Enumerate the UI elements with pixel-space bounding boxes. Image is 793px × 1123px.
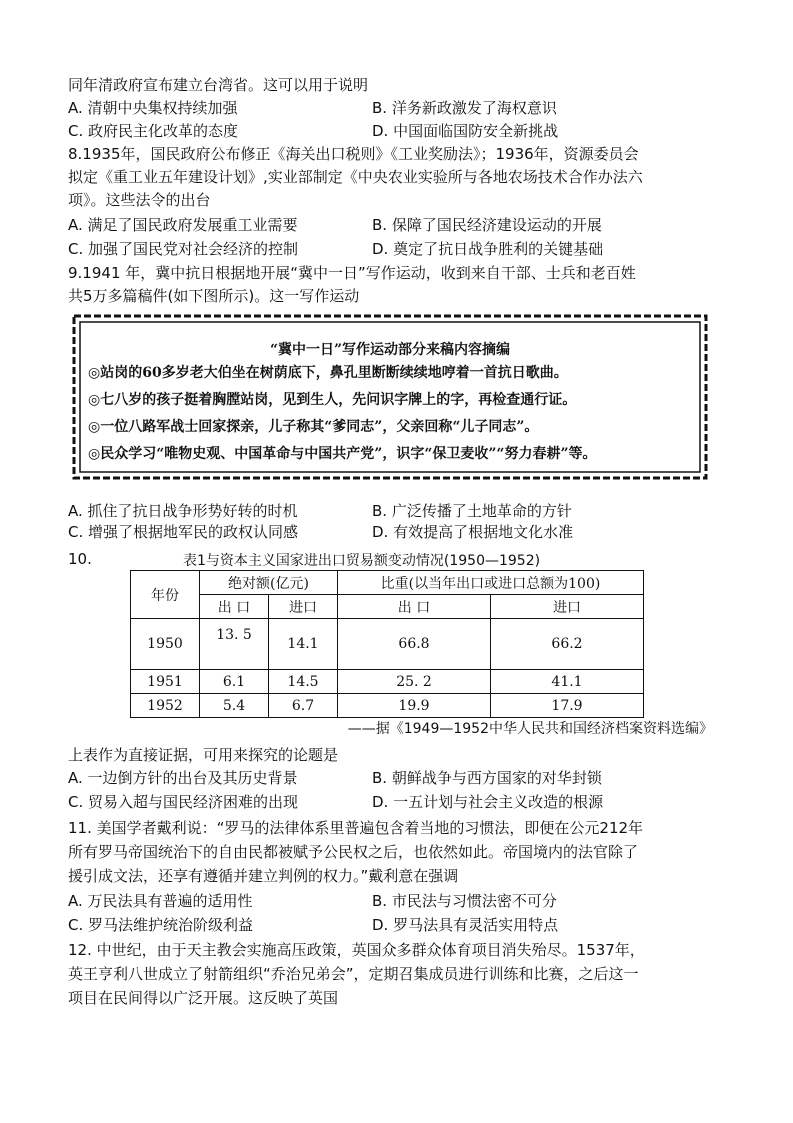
q7-option-c[interactable]: C. 政府民主化改革的态度	[68, 122, 239, 140]
cell-share-import: 41.1	[491, 670, 644, 694]
table-source: ——据《1949—1952中华人民共和国经济档案资料选编》	[347, 721, 713, 737]
header-abs-import: 进口	[269, 595, 338, 619]
q8-stem-line1: 8.1935年，国民政府公布修正《海关出口税则》《工业奖励法》；1936年，资源委员会	[68, 145, 639, 163]
cell-year: 1952	[131, 694, 200, 718]
q9-stem-line2: 共5万多篇稿件(如下图所示)。这一写作运动	[68, 287, 360, 305]
q9-stem-line1: 9.1941 年，冀中抗日根据地开展“冀中一日”写作运动，收到来自干部、士兵和老百姓	[68, 264, 636, 282]
header-share-import: 进口	[491, 595, 644, 619]
q10-option-c[interactable]: C. 贸易入超与国民经济困难的出现	[68, 793, 299, 811]
table-row	[131, 694, 644, 718]
header-abs-export: 出 口	[200, 595, 269, 619]
q9-option-c[interactable]: C. 增强了根据地军民的政权认同感	[68, 523, 299, 541]
cell-abs-import: 14.5	[269, 670, 338, 694]
excerpt-line-2: ◎七八岁的孩子挺着胸膛站岗，见到生人，先问识字牌上的字，再检查通行证。	[88, 392, 577, 408]
q9-option-b[interactable]: B. 广泛传播了土地革命的方针	[372, 502, 572, 520]
q10-stem: 上表作为直接证据，可用来探究的论题是	[68, 746, 339, 764]
cell-abs-export: 13. 5	[200, 619, 269, 670]
table-row	[131, 619, 644, 670]
q12-stem-line3: 项目在民间得以广泛开展。这反映了英国	[68, 989, 339, 1007]
table-row	[131, 670, 644, 694]
q8-option-b[interactable]: B. 保障了国民经济建设运动的开展	[372, 216, 602, 234]
q9-option-d[interactable]: D. 有效提高了根据地文化水准	[372, 523, 574, 541]
q10-number: 10.	[68, 550, 92, 568]
cell-share-export: 66.8	[338, 619, 491, 670]
cell-share-import: 17.9	[491, 694, 644, 718]
q8-option-c[interactable]: C. 加强了国民党对社会经济的控制	[68, 240, 299, 258]
q11-stem-line1: 11. 美国学者戴利说：“罗马的法律体系里普遍包含着当地的习惯法，即便在公元212年	[68, 819, 644, 837]
q11-stem-line2: 所有罗马帝国统治下的自由民都被赋予公民权之后，也依然如此。帝国境内的法官除了	[68, 843, 639, 861]
q10-option-d[interactable]: D. 一五计划与社会主义改造的根源	[372, 793, 604, 811]
q10-option-a[interactable]: A. 一边倒方针的出台及其历史背景	[68, 769, 298, 787]
excerpt-line-3: ◎一位八路军战士回家探亲，儿子称其“爹同志”，父亲回称“儿子同志”。	[88, 419, 539, 435]
cell-share-export: 25. 2	[338, 670, 491, 694]
q8-option-d[interactable]: D. 奠定了抗日战争胜利的关键基础	[372, 240, 604, 258]
q7-option-b[interactable]: B. 洋务新政激发了海权意识	[372, 99, 557, 117]
excerpt-title: “冀中一日”写作运动部分来稿内容摘编	[269, 342, 511, 358]
q8-option-a[interactable]: A. 满足了国民政府发展重工业需要	[68, 216, 298, 234]
q9-option-a[interactable]: A. 抓住了抗日战争形势好转的时机	[68, 502, 298, 520]
header-year: 年份	[131, 571, 200, 619]
q11-option-d[interactable]: D. 罗马法具有灵活实用特点	[372, 916, 559, 934]
cell-year: 1951	[131, 670, 200, 694]
q11-option-a[interactable]: A. 万民法具有普遍的适用性	[68, 892, 253, 910]
cell-abs-export: 6.1	[200, 670, 269, 694]
cell-share-export: 19.9	[338, 694, 491, 718]
trade-table	[130, 570, 644, 718]
table-caption: 表1与资本主义国家进出口贸易额变动情况(1950—1952)	[183, 553, 541, 569]
q10-option-b[interactable]: B. 朝鲜战争与西方国家的对华封锁	[372, 769, 602, 787]
q7-stem-tail: 同年清政府宣布建立台湾省。这可以用于说明	[68, 76, 369, 94]
q8-stem-line2: 拟定《重工业五年建设计划》,实业部制定《中央农业实验所与各地农场技术合作办法六	[68, 168, 643, 186]
excerpt-line-4: ◎民众学习“唯物史观、中国革命与中国共产党”，识字“保卫麦收”“努力春耕”等。	[88, 446, 597, 462]
header-share-export: 出 口	[338, 595, 491, 619]
q11-option-b[interactable]: B. 市民法与习惯法密不可分	[372, 892, 557, 910]
header-share: 比重(以当年出口或进口总额为100)	[338, 571, 644, 595]
q8-stem-line3: 项》。这些法令的出台	[68, 191, 211, 209]
q12-stem-line1: 12. 中世纪，由于天主教会实施高压政策，英国众多群众体育项目消失殆尽。1537年，	[68, 941, 645, 959]
cell-abs-import: 14.1	[269, 619, 338, 670]
cell-share-import: 66.2	[491, 619, 644, 670]
q9-excerpt-box	[70, 312, 710, 482]
q11-option-c[interactable]: C. 罗马法维护统治阶级利益	[68, 916, 254, 934]
cell-abs-import: 6.7	[269, 694, 338, 718]
cell-year: 1950	[131, 619, 200, 670]
q11-stem-line3: 援引成文法，还享有遵循并建立判例的权力。”戴利意在强调	[68, 867, 459, 885]
excerpt-line-1: ◎站岗的60多岁老大伯坐在树荫底下，鼻孔里断断续续地哼着一首抗日歌曲。	[88, 365, 568, 381]
q7-option-d[interactable]: D. 中国面临国防安全新挑战	[372, 122, 559, 140]
q12-stem-line2: 英王亨利八世成立了射箭组织“乔治兄弟会”，定期召集成员进行训练和比赛，之后这一	[68, 965, 639, 983]
cell-abs-export: 5.4	[200, 694, 269, 718]
q7-option-a[interactable]: A. 清朝中央集权持续加强	[68, 99, 238, 117]
header-absolute: 绝对额(亿元)	[200, 571, 338, 595]
